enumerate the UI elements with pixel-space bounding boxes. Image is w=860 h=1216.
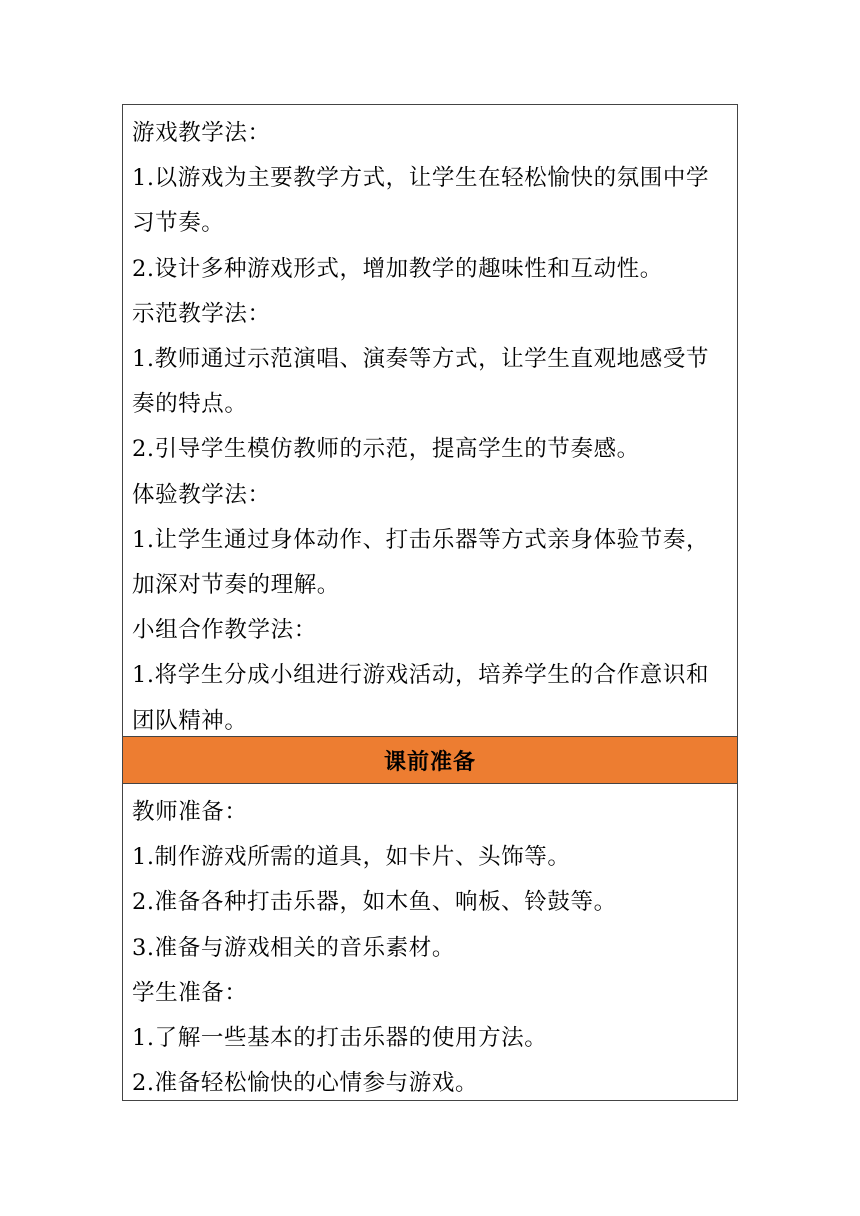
heading-experience-method: 体验教学法： <box>132 481 271 508</box>
demo-method-item-1: 1.教师通过示范演唱、演奏等方式，让学生直观地感受节奏的特点。 <box>132 346 710 418</box>
teacher-prep-item-3: 3.准备与游戏相关的音乐素材。 <box>132 934 455 961</box>
demo-method-item-2: 2.引导学生模仿教师的示范，提高学生的节奏感。 <box>132 436 640 463</box>
heading-group-method: 小组合作教学法： <box>132 617 317 644</box>
teacher-prep-item-1: 1.制作游戏所需的道具，如卡片、头饰等。 <box>132 844 571 871</box>
heading-demo-method: 示范教学法： <box>132 300 271 327</box>
teacher-prep-item-2: 2.准备各种打击乐器，如木鱼、响板、铃鼓等。 <box>132 889 617 916</box>
lesson-plan-table <box>122 104 738 1101</box>
group-method-item-1: 1.将学生分成小组进行游戏活动，培养学生的合作意识和团队精神。 <box>132 662 710 734</box>
heading-teacher-prep: 教师准备： <box>132 799 248 825</box>
game-method-item-2: 2.设计多种游戏形式，增加教学的趣味性和互动性。 <box>132 255 663 282</box>
preparation-header <box>123 737 737 784</box>
experience-method-item-1: 1.让学生通过身体动作、打击乐器等方式亲身体验节奏，加深对节奏的理解。 <box>132 526 710 599</box>
preparation-cell <box>123 784 737 1100</box>
heading-student-prep: 学生准备： <box>132 979 248 1006</box>
teaching-methods-cell <box>123 105 737 737</box>
student-prep-item-1: 1.了解一些基本的打击乐器的使用方法。 <box>132 1025 548 1052</box>
heading-game-method: 游戏教学法： <box>132 120 271 146</box>
game-method-item-1: 1.以游戏为主要教学方式，让学生在轻松愉快的氛围中学习节奏。 <box>132 165 710 237</box>
preparation-header-label: 课前准备 <box>383 749 476 775</box>
student-prep-item-2: 2.准备轻松愉快的心情参与游戏。 <box>132 1070 479 1097</box>
